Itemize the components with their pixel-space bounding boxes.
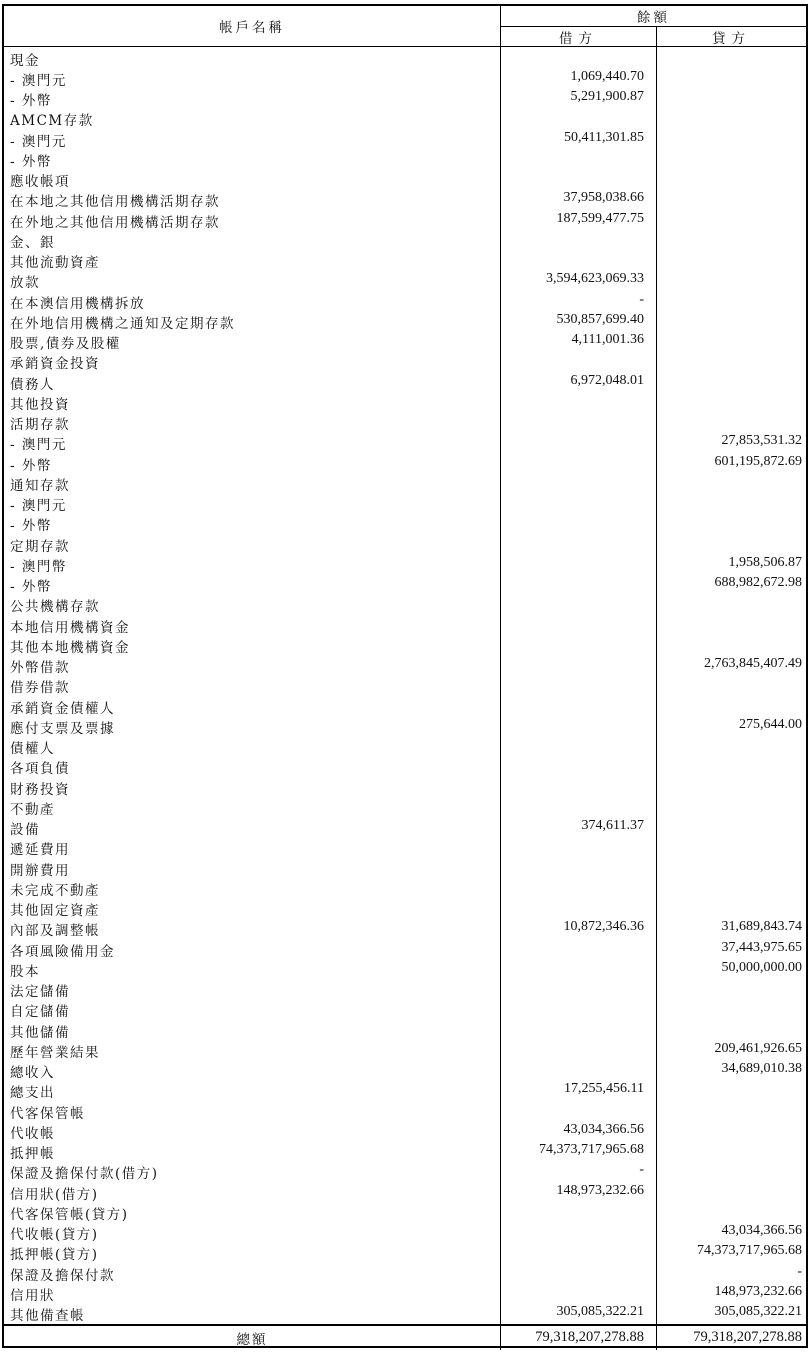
table-row [4,1201,806,1221]
table-row [4,432,806,452]
table-row [4,1303,806,1323]
table-row [4,594,806,614]
account-label: 信用狀 [10,1287,55,1304]
table-row [4,898,806,918]
account-label: 各項風險備用金 [10,943,115,960]
debit-value: - [639,291,644,307]
account-label: 債權人 [10,741,55,758]
account-label: 代客保管帳(貸方) [10,1206,129,1223]
account-label: 法定儲備 [10,984,70,1001]
table-row [4,371,806,391]
credit-value: 34,689,010.38 [721,1061,802,1077]
table-row [4,169,806,189]
table-row [4,493,806,513]
account-label: 其他儲備 [10,1024,70,1041]
account-label: 財務投資 [10,781,70,798]
account-label: 其他本地機構資金 [10,639,130,656]
table-row [4,736,806,756]
account-label: 總收入 [10,1065,55,1082]
account-label: 其他固定資產 [10,903,100,920]
account-label: 遞延費用 [10,842,70,859]
table-row [4,553,806,573]
credit-value: 305,085,322.21 [714,1304,802,1320]
account-label: 活期存款 [10,417,70,434]
total-debit: 79,318,207,278.88 [535,1329,644,1345]
account-label: 應收帳項 [10,174,70,191]
account-label: 保證及擔保付款(借方) [10,1166,159,1183]
debit-value: - [639,1162,644,1178]
table-row [4,229,806,249]
account-label: 公共機構存款 [10,599,100,616]
table-row [4,1100,806,1120]
debit-value: 1,069,440.70 [570,68,644,84]
account-label: - 澳門元 [10,133,67,150]
table-header [4,6,806,47]
account-label: 本地信用機構資金 [10,619,130,636]
credit-value: 209,461,926.65 [714,1040,802,1056]
table-row [4,1242,806,1262]
debit-value: 74,373,717,965.68 [539,1142,644,1158]
credit-value: 27,853,531.32 [721,433,802,449]
account-label: 外幣借款 [10,660,70,677]
credit-value: 2,763,845,407.49 [704,656,802,672]
account-label: - 外幣 [10,457,52,474]
debit-value: 37,958,038.66 [563,190,644,206]
debit-value: 50,411,301.85 [564,129,644,145]
table-row [4,776,806,796]
balance-header: 餘額 [501,6,806,27]
table-row [4,918,806,938]
account-label: 承銷資金債權人 [10,700,115,717]
table-row [4,796,806,816]
account-label: 不動產 [10,801,55,818]
account-label: 現金 [10,52,40,69]
table-row [4,351,806,371]
debit-value: 5,291,900.87 [570,89,644,105]
account-label: 抵押帳 [10,1146,55,1163]
account-label: 保證及擔保付款 [10,1267,115,1284]
debit-header: 借方 [501,27,657,46]
table-row [4,614,806,634]
account-label: 代客保管帳 [10,1105,85,1122]
table-row [4,837,806,857]
account-label: 在外地之其他信用機構活期存款 [10,214,220,231]
table-row [4,331,806,351]
table-row [4,857,806,877]
table-row [4,1120,806,1140]
table-row [4,715,806,735]
table-row [4,1019,806,1039]
total-divider-name [500,1326,501,1350]
account-label: 抵押帳(貸方) [10,1247,99,1264]
account-label: 放款 [10,275,40,292]
debit-value: 148,973,232.66 [556,1182,644,1198]
table-row [4,209,806,229]
account-label: - 澳門元 [10,498,67,515]
debit-value: 10,872,346.36 [563,919,644,935]
account-label: 其他投資 [10,396,70,413]
table-row [4,756,806,776]
credit-value: 31,689,843.74 [721,919,802,935]
table-row [4,958,806,978]
account-label: 代收帳 [10,1125,55,1142]
total-divider-debit [656,1326,657,1350]
credit-value: 148,973,232.66 [714,1283,802,1299]
table-row [4,999,806,1019]
table-row [4,513,806,533]
debit-value: 530,857,699.40 [556,311,644,327]
credit-value: 275,644.00 [739,716,802,732]
account-name-header: 帳戶名稱 [4,6,501,46]
table-row [4,128,806,148]
table-row [4,1222,806,1242]
account-label: - 澳門元 [10,437,67,454]
table-row [4,877,806,897]
account-label: 金、銀 [10,234,55,251]
table-row [4,1141,806,1161]
table-row [4,67,806,87]
credit-header: 貸方 [712,30,751,47]
table-row [4,1262,806,1282]
table-row [4,1080,806,1100]
table-row [4,938,806,958]
debit-value: 187,599,477.75 [556,210,644,226]
account-label: 在本地之其他信用機構活期存款 [10,194,220,211]
account-label: - 外幣 [10,579,52,596]
account-label: 歷年營業結果 [10,1044,100,1061]
table-row [4,574,806,594]
account-label: 股本 [10,963,40,980]
account-label: 信用狀(借方) [10,1186,99,1203]
account-label: 總支出 [10,1085,55,1102]
table-row [4,675,806,695]
account-label: 代收帳(貸方) [10,1227,99,1244]
table-row [4,695,806,715]
credit-value: 1,958,506.87 [728,554,802,570]
account-label: 承銷資金投資 [10,356,100,373]
table-row [4,391,806,411]
table-body [4,47,806,1323]
account-label: 股票,債券及股權 [10,336,121,353]
account-label: 內部及調整帳 [10,923,100,940]
credit-value: - [797,1263,802,1279]
table-row [4,250,806,270]
account-label: - 外幣 [10,518,52,535]
account-label: 其他流動資產 [10,255,100,272]
table-row [4,817,806,837]
account-label: 各項負債 [10,761,70,778]
table-row [4,1039,806,1059]
debit-value: 4,111,001.36 [571,332,644,348]
table-row [4,452,806,472]
balance-sheet-table [2,4,808,1348]
account-label: - 外幣 [10,93,52,110]
total-label: 總額 [236,1332,268,1348]
table-row [4,1161,806,1181]
table-row [4,310,806,330]
table-row [4,189,806,209]
account-label: 在外地信用機構之通知及定期存款 [10,315,235,332]
account-label: - 澳門元 [10,72,67,89]
table-row [4,1282,806,1302]
account-label: 未完成不動產 [10,882,100,899]
table-row [4,47,806,67]
table-row [4,1060,806,1080]
credit-value: 74,373,717,965.68 [697,1243,802,1259]
debit-value: 305,085,322.21 [556,1304,644,1320]
table-row [4,108,806,128]
account-label: - 外幣 [10,153,52,170]
debit-value: 6,972,048.01 [570,372,644,388]
table-row [4,634,806,654]
account-label: 通知存款 [10,477,70,494]
table-row [4,412,806,432]
credit-value: 43,034,366.56 [721,1223,802,1239]
account-label: 開辦費用 [10,862,70,879]
account-label: 應付支票及票據 [10,720,115,737]
table-row [4,655,806,675]
credit-value: 37,443,975.65 [721,939,802,955]
debit-value: 43,034,366.56 [563,1121,644,1137]
account-label: 其他備查帳 [10,1308,85,1325]
credit-value: 50,000,000.00 [721,959,802,975]
credit-value: 688,982,672.98 [714,575,802,591]
table-row [4,979,806,999]
total-credit: 79,318,207,278.88 [693,1329,802,1345]
table-row [4,270,806,290]
debit-value: 3,594,623,069.33 [546,271,644,287]
account-label: AMCM存款 [10,113,94,130]
account-label: - 澳門幣 [10,558,67,575]
credit-value: 601,195,872.69 [714,453,802,469]
account-label: 債務人 [10,376,55,393]
table-row [4,88,806,108]
table-row [4,148,806,168]
account-label: 設備 [10,822,40,839]
table-row [4,472,806,492]
total-row [4,1324,806,1350]
debit-value: 17,255,456.11 [564,1081,644,1097]
table-row [4,533,806,553]
account-label: 自定儲備 [10,1004,70,1021]
account-label: 借券借款 [10,680,70,697]
table-row [4,1181,806,1201]
debit-value: 374,611.37 [581,818,644,834]
account-label: 在本澳信用機構拆放 [10,295,145,312]
table-row [4,290,806,310]
account-label: 定期存款 [10,538,70,555]
